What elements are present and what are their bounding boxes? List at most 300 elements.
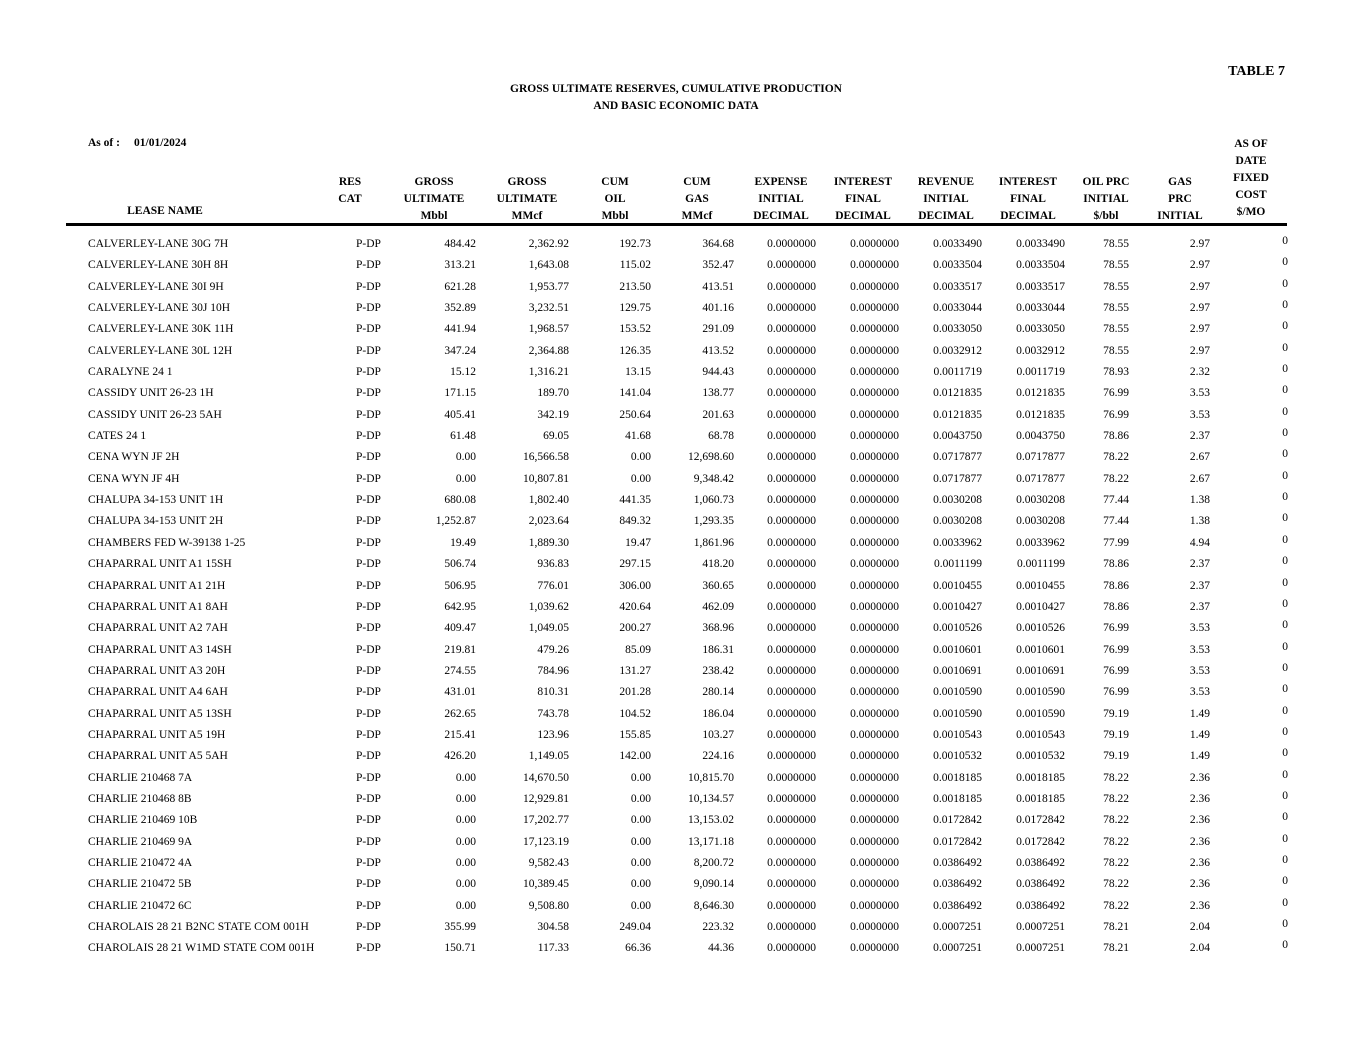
cum-oil-cell: 201.28 <box>619 686 651 699</box>
lease-name-cell: CHALUPA 34-153 UNIT 2H <box>88 515 224 528</box>
expense-cell: 0.0000000 <box>767 942 816 955</box>
cum-oil-cell: 250.64 <box>619 408 651 421</box>
cum-oil-cell: 849.32 <box>619 515 651 528</box>
res-cat-cell: P-DP <box>356 622 381 635</box>
oil-price-cell: 78.22 <box>1103 792 1129 805</box>
interest-final-cell: 0.0000000 <box>850 515 899 528</box>
gross-gas-cell: 12,929.81 <box>523 792 569 805</box>
cum-gas-cell: 364.68 <box>702 238 734 250</box>
interest-final-2-cell: 0.0033517 <box>1016 280 1065 293</box>
gross-gas-cell: 479.26 <box>537 643 569 656</box>
cum-gas-cell: 352.47 <box>702 259 734 272</box>
gas-price-cell: 3.53 <box>1189 686 1210 699</box>
gross-gas-cell: 10,807.81 <box>523 472 569 485</box>
gross-oil-cell: 274.55 <box>444 664 476 677</box>
interest-final-2-cell: 0.0386492 <box>1016 878 1065 891</box>
gas-price-cell: 2.37 <box>1189 579 1210 592</box>
header-text: MMcf <box>511 210 543 222</box>
gross-gas-cell: 117.33 <box>537 942 569 955</box>
as-of-date: 01/01/2024 <box>134 137 187 149</box>
res-cat-cell: P-DP <box>356 771 381 784</box>
revenue-cell: 0.0033490 <box>933 238 982 250</box>
gross-oil-cell: 262.65 <box>444 707 476 720</box>
oil-price-cell: 76.99 <box>1103 686 1129 699</box>
interest-final-2-cell: 0.0018185 <box>1016 792 1065 805</box>
lease-name-cell: CENA WYN JF 2H <box>88 451 180 464</box>
interest-final-cell: 0.0000000 <box>850 792 899 805</box>
lease-name-cell: CALVERLEY-LANE 30J 10H <box>88 302 231 315</box>
gross-gas-cell: 189.70 <box>537 387 569 400</box>
interest-final-cell: 0.0000000 <box>850 558 899 571</box>
oil-price-cell: 78.22 <box>1103 878 1129 891</box>
lease-name-cell: CATES 24 1 <box>88 430 147 443</box>
header-gross-gas <box>487 174 567 225</box>
fixed-cost-cell: 0 <box>1282 683 1288 696</box>
cum-oil-cell: 0.00 <box>630 792 651 805</box>
oil-price-cell: 78.21 <box>1103 921 1129 933</box>
interest-final-2-cell: 0.0717877 <box>1016 451 1065 464</box>
cum-gas-cell: 224.16 <box>702 750 734 763</box>
gross-gas-cell: 123.96 <box>537 728 569 741</box>
gross-oil-cell: 0.00 <box>455 878 476 891</box>
gas-price-cell: 2.36 <box>1189 792 1210 805</box>
fixed-cost-cell: 0 <box>1282 363 1288 376</box>
header-text: FINAL <box>1010 193 1046 205</box>
revenue-cell: 0.0018185 <box>933 771 982 784</box>
revenue-cell: 0.0010590 <box>933 686 982 699</box>
res-cat-cell: P-DP <box>356 280 381 293</box>
expense-cell: 0.0000000 <box>767 707 816 720</box>
header-interest-final <box>826 174 900 225</box>
revenue-cell: 0.0007251 <box>933 942 982 955</box>
revenue-cell: 0.0010532 <box>933 750 982 763</box>
res-cat-cell: P-DP <box>356 387 381 400</box>
oil-price-cell: 78.55 <box>1103 238 1129 250</box>
gas-price-cell: 2.97 <box>1189 323 1210 336</box>
header-gross-oil <box>394 174 474 225</box>
expense-cell: 0.0000000 <box>767 558 816 571</box>
oil-price-cell: 77.99 <box>1103 536 1129 549</box>
lease-name-cell: CHARLIE 210468 7A <box>88 771 193 784</box>
interest-final-2-cell: 0.0010601 <box>1016 643 1065 656</box>
oil-price-cell: 78.93 <box>1103 366 1129 379</box>
expense-cell: 0.0000000 <box>767 622 816 635</box>
revenue-cell: 0.0032912 <box>933 344 982 357</box>
gross-oil-cell: 61.48 <box>450 430 476 443</box>
fixed-cost-cell: 0 <box>1282 832 1288 845</box>
gas-price-cell: 2.36 <box>1189 899 1210 912</box>
oil-price-cell: 78.22 <box>1103 451 1129 464</box>
revenue-cell: 0.0033504 <box>933 259 982 272</box>
table-row <box>0 683 1365 704</box>
interest-final-2-cell: 0.0010691 <box>1016 664 1065 677</box>
expense-cell: 0.0000000 <box>767 728 816 741</box>
oil-price-cell: 78.55 <box>1103 280 1129 293</box>
revenue-cell: 0.0121835 <box>933 408 982 421</box>
cum-gas-cell: 238.42 <box>702 664 734 677</box>
fixed-cost-cell: 0 <box>1282 875 1288 888</box>
cum-oil-cell: 249.04 <box>619 921 651 933</box>
table-row <box>0 726 1365 747</box>
interest-final-2-cell: 0.0121835 <box>1016 387 1065 400</box>
cum-oil-cell: 420.64 <box>619 600 651 613</box>
expense-cell: 0.0000000 <box>767 515 816 528</box>
interest-final-cell: 0.0000000 <box>850 835 899 848</box>
gross-oil-cell: 355.99 <box>444 921 476 933</box>
revenue-cell: 0.0717877 <box>933 451 982 464</box>
gross-oil-cell: 347.24 <box>444 344 476 357</box>
oil-price-cell: 76.99 <box>1103 622 1129 635</box>
gross-gas-cell: 743.78 <box>537 707 569 720</box>
cum-gas-cell: 8,200.72 <box>693 856 734 869</box>
gross-oil-cell: 0.00 <box>455 899 476 912</box>
fixed-cost-cell: 0 <box>1282 768 1288 781</box>
header-interest-final-2 <box>991 174 1065 225</box>
header-text: ULTIMATE <box>496 193 558 205</box>
table-row <box>0 577 1365 598</box>
oil-price-cell: 76.99 <box>1103 408 1129 421</box>
cum-oil-cell: 104.52 <box>619 707 651 720</box>
res-cat-cell: P-DP <box>356 430 381 443</box>
res-cat-cell: P-DP <box>356 686 381 699</box>
cum-oil-cell: 441.35 <box>619 494 651 507</box>
gas-price-cell: 2.37 <box>1189 600 1210 613</box>
gross-oil-cell: 19.49 <box>450 536 476 549</box>
table-row <box>0 747 1365 768</box>
expense-cell: 0.0000000 <box>767 664 816 677</box>
gross-gas-cell: 14,670.50 <box>523 771 569 784</box>
gas-price-cell: 1.38 <box>1189 515 1210 528</box>
expense-cell: 0.0000000 <box>767 835 816 848</box>
cum-gas-cell: 10,815.70 <box>688 771 734 784</box>
interest-final-cell: 0.0000000 <box>850 408 899 421</box>
expense-cell: 0.0000000 <box>767 878 816 891</box>
revenue-cell: 0.0010601 <box>933 643 982 656</box>
cum-gas-cell: 280.14 <box>702 686 734 699</box>
gas-price-cell: 3.53 <box>1189 408 1210 421</box>
cum-gas-cell: 186.04 <box>702 707 734 720</box>
lease-name-cell: CALVERLEY-LANE 30H 8H <box>88 259 229 272</box>
oil-price-cell: 76.99 <box>1103 643 1129 656</box>
cum-oil-cell: 142.00 <box>619 750 651 763</box>
lease-name-cell: CASSIDY UNIT 26-23 1H <box>88 387 214 400</box>
gas-price-cell: 2.04 <box>1189 921 1210 933</box>
revenue-cell: 0.0386492 <box>933 878 982 891</box>
lease-name-cell: CHAROLAIS 28 21 B2NC STATE COM 001H <box>88 921 309 933</box>
cum-oil-cell: 200.27 <box>619 622 651 635</box>
gas-price-cell: 3.53 <box>1189 622 1210 635</box>
header-text: CUM <box>601 176 629 188</box>
gross-oil-cell: 506.95 <box>444 579 476 592</box>
gross-oil-cell: 441.94 <box>444 323 476 336</box>
fixed-cost-cell: 0 <box>1282 576 1288 589</box>
table-row <box>0 641 1365 662</box>
revenue-cell: 0.0172842 <box>933 814 982 827</box>
gross-oil-cell: 621.28 <box>444 280 476 293</box>
table-row <box>0 278 1365 299</box>
header-expense <box>744 174 818 225</box>
lease-name-cell: CHAPARRAL UNIT A1 15SH <box>88 558 232 571</box>
gas-price-cell: 2.36 <box>1189 878 1210 891</box>
cum-gas-cell: 401.16 <box>702 302 734 315</box>
header-text: Mbbl <box>420 210 448 222</box>
expense-cell: 0.0000000 <box>767 280 816 293</box>
gross-oil-cell: 0.00 <box>455 835 476 848</box>
interest-final-cell: 0.0000000 <box>850 259 899 272</box>
gross-oil-cell: 0.00 <box>455 472 476 485</box>
lease-name-cell: CHAMBERS FED W-39138 1-25 <box>88 536 246 549</box>
gas-price-cell: 3.53 <box>1189 387 1210 400</box>
gas-price-cell: 2.37 <box>1189 430 1210 443</box>
gross-gas-cell: 1,953.77 <box>528 280 569 293</box>
oil-price-cell: 78.55 <box>1103 259 1129 272</box>
gas-price-cell: 2.04 <box>1189 942 1210 955</box>
gas-price-cell: 2.97 <box>1189 238 1210 250</box>
gross-gas-cell: 2,023.64 <box>528 515 569 528</box>
expense-cell: 0.0000000 <box>767 259 816 272</box>
lease-name-cell: CALVERLEY-LANE 30K 11H <box>88 323 234 336</box>
expense-cell: 0.0000000 <box>767 856 816 869</box>
expense-cell: 0.0000000 <box>767 899 816 912</box>
table-row <box>0 384 1365 405</box>
lease-name-cell: CASSIDY UNIT 26-23 5AH <box>88 408 222 421</box>
res-cat-cell: P-DP <box>356 814 381 827</box>
interest-final-2-cell: 0.0011719 <box>1016 366 1065 379</box>
lease-name-cell: CENA WYN JF 4H <box>88 472 180 485</box>
lease-name-cell: CHAROLAIS 28 21 W1MD STATE COM 001H <box>88 942 315 955</box>
interest-final-2-cell: 0.0018185 <box>1016 771 1065 784</box>
gas-price-cell: 2.36 <box>1189 856 1210 869</box>
cum-oil-cell: 0.00 <box>630 835 651 848</box>
interest-final-2-cell: 0.0011199 <box>1016 558 1065 571</box>
fixed-cost-cell: 0 <box>1282 256 1288 269</box>
interest-final-2-cell: 0.0010543 <box>1016 728 1065 741</box>
cum-gas-cell: 9,348.42 <box>693 472 734 485</box>
interest-final-2-cell: 0.0007251 <box>1016 921 1065 933</box>
res-cat-cell: P-DP <box>356 579 381 592</box>
expense-cell: 0.0000000 <box>767 323 816 336</box>
oil-price-cell: 78.55 <box>1103 302 1129 315</box>
res-cat-cell: P-DP <box>356 792 381 805</box>
interest-final-2-cell: 0.0121835 <box>1016 408 1065 421</box>
table-row <box>0 320 1365 341</box>
interest-final-2-cell: 0.0010590 <box>1016 686 1065 699</box>
interest-final-2-cell: 0.0033044 <box>1016 302 1065 315</box>
res-cat-cell: P-DP <box>356 515 381 528</box>
gross-gas-cell: 304.58 <box>537 921 569 933</box>
cum-oil-cell: 131.27 <box>619 664 651 677</box>
table-row <box>0 854 1365 875</box>
gross-oil-cell: 642.95 <box>444 600 476 613</box>
table-row <box>0 470 1365 491</box>
interest-final-cell: 0.0000000 <box>850 643 899 656</box>
oil-price-cell: 78.22 <box>1103 771 1129 784</box>
interest-final-cell: 0.0000000 <box>850 664 899 677</box>
header-cum-oil <box>585 174 645 225</box>
oil-price-cell: 78.22 <box>1103 814 1129 827</box>
revenue-cell: 0.0030208 <box>933 494 982 507</box>
header-text: EXPENSE <box>754 176 808 188</box>
table-row <box>0 897 1365 918</box>
table-row <box>0 939 1365 960</box>
revenue-cell: 0.0043750 <box>933 430 982 443</box>
table-row <box>0 598 1365 619</box>
interest-final-2-cell: 0.0010590 <box>1016 707 1065 720</box>
gross-gas-cell: 342.19 <box>537 408 569 421</box>
interest-final-2-cell: 0.0172842 <box>1016 814 1065 827</box>
res-cat-cell: P-DP <box>356 899 381 912</box>
res-cat-cell: P-DP <box>356 664 381 677</box>
res-cat-cell: P-DP <box>356 921 381 933</box>
header-text: OIL PRC <box>1082 176 1130 188</box>
res-cat-cell: P-DP <box>356 344 381 357</box>
table-row <box>0 705 1365 726</box>
expense-cell: 0.0000000 <box>767 792 816 805</box>
gas-price-cell: 1.49 <box>1189 728 1210 741</box>
table-row <box>0 448 1365 469</box>
gas-price-cell: 2.36 <box>1189 835 1210 848</box>
oil-price-cell: 78.86 <box>1103 558 1129 571</box>
revenue-cell: 0.0010691 <box>933 664 982 677</box>
gross-oil-cell: 1,252.87 <box>435 515 476 528</box>
res-cat-cell: P-DP <box>356 366 381 379</box>
cum-oil-cell: 0.00 <box>630 771 651 784</box>
interest-final-2-cell: 0.0010526 <box>1016 622 1065 635</box>
gross-oil-cell: 352.89 <box>444 302 476 315</box>
gas-price-cell: 1.38 <box>1189 494 1210 507</box>
table-row <box>0 363 1365 384</box>
gross-gas-cell: 10,389.45 <box>523 878 569 891</box>
header-text: GAS <box>1168 176 1192 188</box>
oil-price-cell: 79.19 <box>1103 750 1129 763</box>
revenue-cell: 0.0010455 <box>933 579 982 592</box>
oil-price-cell: 76.99 <box>1103 664 1129 677</box>
fixed-cost-cell: 0 <box>1282 704 1288 717</box>
fixed-cost-cell: 0 <box>1282 918 1288 930</box>
gross-oil-cell: 405.41 <box>444 408 476 421</box>
table-row <box>0 555 1365 576</box>
cum-gas-cell: 1,060.73 <box>693 494 734 507</box>
gross-gas-cell: 2,362.92 <box>528 238 569 250</box>
table-row <box>0 790 1365 811</box>
header-fixed-cost <box>1220 136 1282 221</box>
lease-name-cell: CHAPARRAL UNIT A5 5AH <box>88 750 228 763</box>
gross-gas-cell: 3,232.51 <box>528 302 569 315</box>
fixed-cost-cell: 0 <box>1282 405 1288 418</box>
gross-oil-cell: 0.00 <box>455 814 476 827</box>
cum-gas-cell: 8,646.30 <box>693 899 734 912</box>
fixed-cost-cell: 0 <box>1282 448 1288 461</box>
table-row <box>0 342 1365 363</box>
header-text: $/bbl <box>1093 210 1119 222</box>
expense-cell: 0.0000000 <box>767 472 816 485</box>
expense-cell: 0.0000000 <box>767 430 816 443</box>
fixed-cost-cell: 0 <box>1282 747 1288 760</box>
fixed-cost-cell: 0 <box>1282 427 1288 440</box>
oil-price-cell: 78.86 <box>1103 579 1129 592</box>
interest-final-cell: 0.0000000 <box>850 238 899 250</box>
interest-final-cell: 0.0000000 <box>850 686 899 699</box>
res-cat-cell: P-DP <box>356 494 381 507</box>
oil-price-cell: 79.19 <box>1103 707 1129 720</box>
interest-final-cell: 0.0000000 <box>850 579 899 592</box>
gross-gas-cell: 1,889.30 <box>528 536 569 549</box>
lease-name-cell: CALVERLEY-LANE 30G 7H <box>88 238 229 250</box>
interest-final-cell: 0.0000000 <box>850 323 899 336</box>
revenue-cell: 0.0033044 <box>933 302 982 315</box>
cum-gas-cell: 44.36 <box>708 942 734 955</box>
interest-final-cell: 0.0000000 <box>850 728 899 741</box>
cum-oil-cell: 141.04 <box>619 387 651 400</box>
oil-price-cell: 78.22 <box>1103 472 1129 485</box>
gas-price-cell: 3.53 <box>1189 664 1210 677</box>
lease-name-cell: CHALUPA 34-153 UNIT 1H <box>88 494 224 507</box>
interest-final-2-cell: 0.0043750 <box>1016 430 1065 443</box>
cum-gas-cell: 138.77 <box>702 387 734 400</box>
header-text: INITIAL <box>1083 193 1129 205</box>
revenue-cell: 0.0386492 <box>933 899 982 912</box>
gross-gas-cell: 1,968.57 <box>528 323 569 336</box>
cum-gas-cell: 944.43 <box>702 366 734 379</box>
cum-gas-cell: 1,861.96 <box>693 536 734 549</box>
header-gas-price <box>1150 174 1210 225</box>
header-text: MMcf <box>681 210 713 222</box>
cum-oil-cell: 297.15 <box>619 558 651 571</box>
interest-final-2-cell: 0.0010455 <box>1016 579 1065 592</box>
cum-gas-cell: 1,293.35 <box>693 515 734 528</box>
revenue-cell: 0.0121835 <box>933 387 982 400</box>
report-title <box>0 81 1352 115</box>
interest-final-2-cell: 0.0172842 <box>1016 835 1065 848</box>
interest-final-cell: 0.0000000 <box>850 750 899 763</box>
interest-final-cell: 0.0000000 <box>850 451 899 464</box>
lease-name-cell: CHARLIE 210472 4A <box>88 856 193 869</box>
interest-final-cell: 0.0000000 <box>850 536 899 549</box>
table-number: TABLE 7 <box>1228 64 1285 79</box>
lease-name-cell: CARALYNE 24 1 <box>88 366 173 379</box>
gross-oil-cell: 506.74 <box>444 558 476 571</box>
cum-gas-cell: 10,134.57 <box>688 792 734 805</box>
fixed-cost-cell: 0 <box>1282 640 1288 653</box>
header-text: OIL <box>604 193 626 205</box>
fixed-cost-cell: 0 <box>1282 384 1288 397</box>
cum-gas-cell: 462.09 <box>702 600 734 613</box>
cum-oil-cell: 41.68 <box>625 430 651 443</box>
gross-gas-cell: 69.05 <box>543 430 569 443</box>
fixed-cost-cell: 0 <box>1282 320 1288 333</box>
res-cat-cell: P-DP <box>356 472 381 485</box>
header-text: FIXED <box>1233 172 1269 184</box>
cum-gas-cell: 223.32 <box>702 921 734 933</box>
fixed-cost-cell: 0 <box>1282 235 1288 247</box>
header-text: REVENUE <box>917 176 975 188</box>
cum-gas-cell: 413.51 <box>702 280 734 293</box>
header-text: CUM <box>683 176 711 188</box>
res-cat-cell: P-DP <box>356 558 381 571</box>
gross-gas-cell: 17,202.77 <box>523 814 569 827</box>
gross-oil-cell: 0.00 <box>455 792 476 805</box>
cum-gas-cell: 13,153.02 <box>688 814 734 827</box>
res-cat-cell: P-DP <box>356 238 381 250</box>
header-text: DECIMAL <box>918 210 974 222</box>
interest-final-2-cell: 0.0030208 <box>1016 494 1065 507</box>
res-cat-cell: P-DP <box>356 536 381 549</box>
gas-price-cell: 2.36 <box>1189 771 1210 784</box>
gross-oil-cell: 431.01 <box>444 686 476 699</box>
table-row <box>0 875 1365 896</box>
lease-name-cell: CHAPARRAL UNIT A5 19H <box>88 728 226 741</box>
fixed-cost-cell: 0 <box>1282 597 1288 610</box>
